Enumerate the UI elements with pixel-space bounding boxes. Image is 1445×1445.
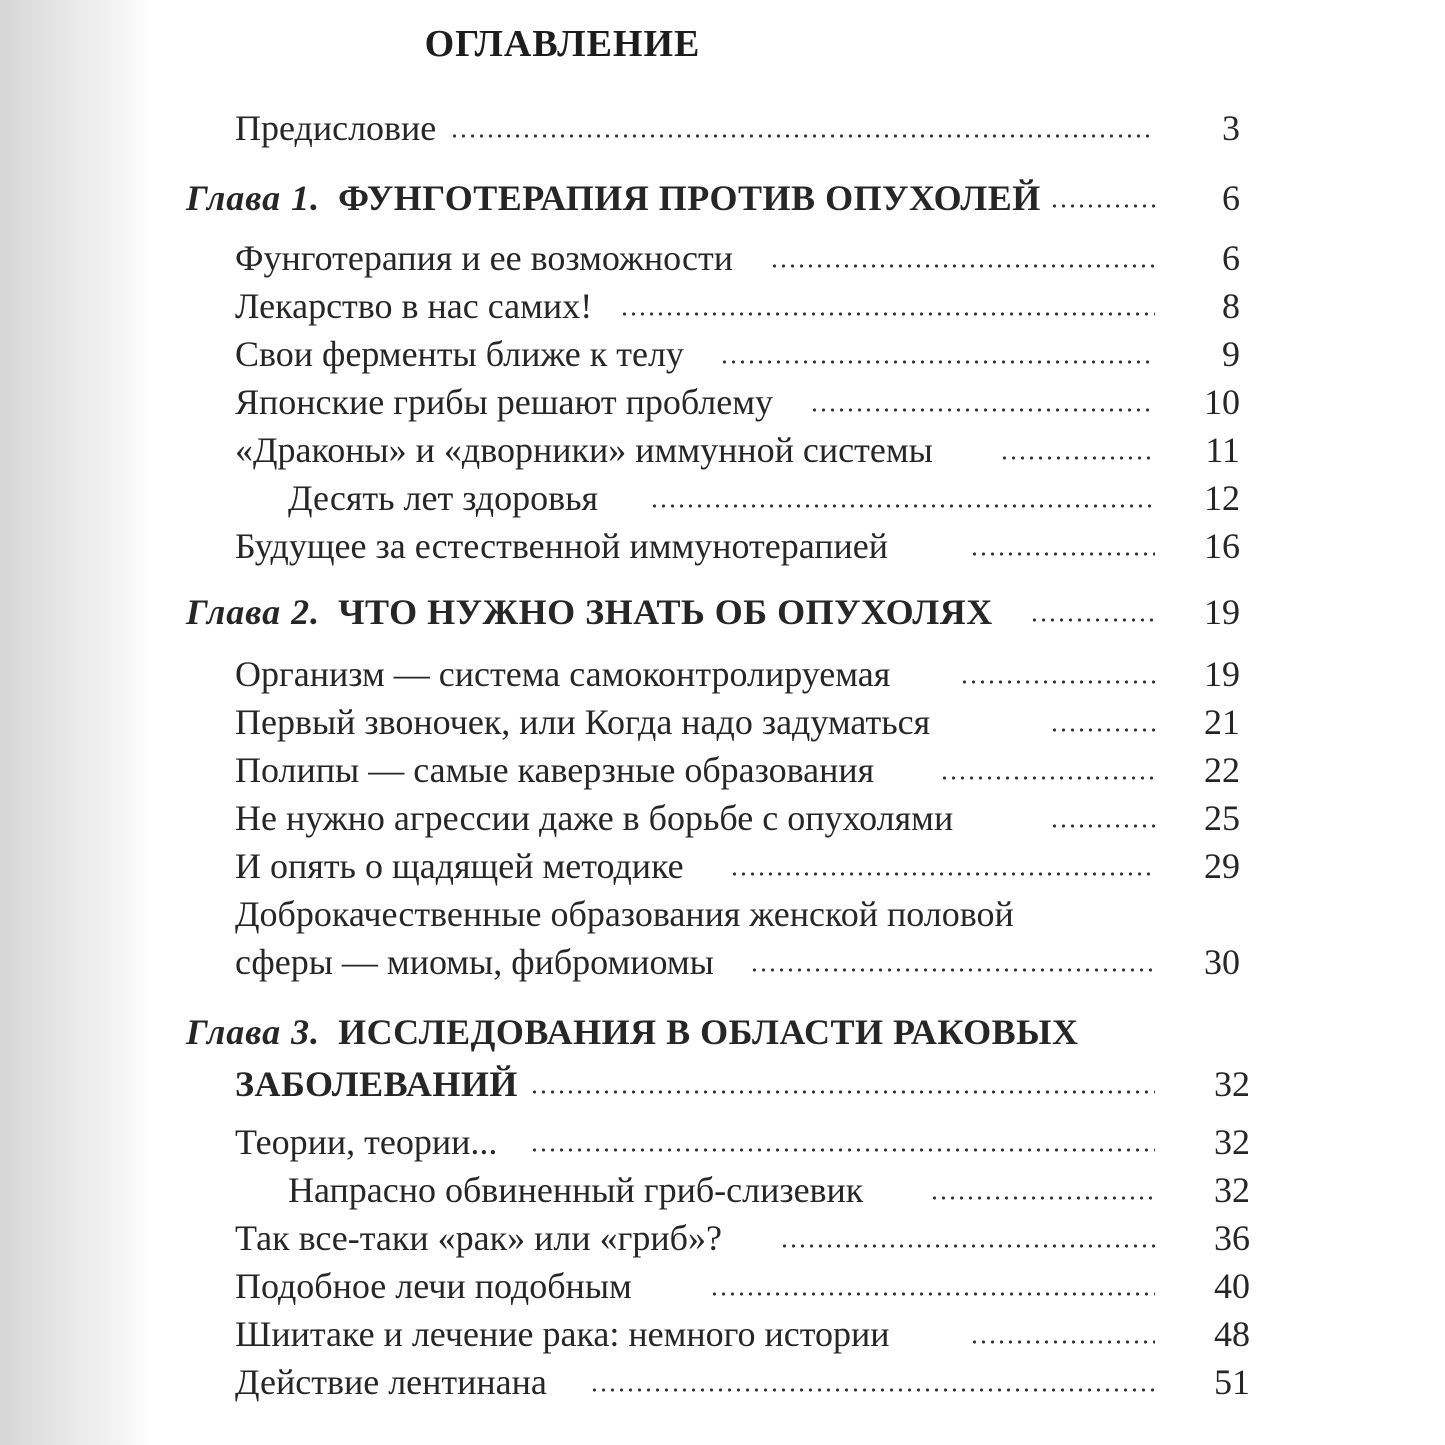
toc-entry-title: Десять лет здоровья xyxy=(288,474,606,522)
chapter-heading xyxy=(186,174,1049,222)
toc-entry-title: Будущее за естественной иммунотерапией xyxy=(235,522,896,570)
toc-entry-title: Действие лентинана xyxy=(235,1358,555,1406)
dot-leader xyxy=(450,134,1155,138)
toc-entry-title: Шиитаке и лечение рака: немного истории xyxy=(235,1310,898,1358)
dot-leader xyxy=(620,312,1155,316)
toc-section[interactable] xyxy=(150,330,1300,378)
page-number: 48 xyxy=(1214,1314,1250,1354)
toc-section[interactable] xyxy=(150,1310,1300,1358)
chapter-heading xyxy=(186,588,1001,636)
toc-section[interactable] xyxy=(150,746,1300,794)
toc-entry-title: Подобное лечи подобным xyxy=(235,1262,640,1310)
toc-entry-title: Не нужно агрессии даже в борьбе с опухолями xyxy=(235,794,961,842)
toc-section[interactable] xyxy=(150,1118,1300,1166)
dot-leader xyxy=(530,1148,1155,1152)
page-number: 3 xyxy=(1222,108,1240,148)
chapter-label: Глава 3. xyxy=(186,1012,321,1052)
dot-leader xyxy=(970,552,1155,556)
toc-section[interactable] xyxy=(150,842,1300,890)
dot-leader xyxy=(590,1388,1155,1392)
toc-entry-title: Так все-таки «рак» или «гриб»? xyxy=(235,1214,730,1262)
toc-chapter-2[interactable] xyxy=(150,588,1300,636)
dot-leader xyxy=(1050,824,1155,828)
dot-leader xyxy=(940,776,1155,780)
dot-leader xyxy=(1050,728,1155,732)
dot-leader xyxy=(810,408,1155,412)
book-gutter-shadow xyxy=(0,0,150,1445)
toc-entry-title: Полипы — самые каверзные образования xyxy=(235,746,882,794)
toc-entry-title-line-2: сферы — миомы, фибромиомы xyxy=(235,938,722,986)
page-number: 10 xyxy=(1204,382,1240,422)
dot-leader xyxy=(1050,204,1155,208)
page-number: 32 xyxy=(1214,1122,1250,1162)
toc-section[interactable] xyxy=(150,698,1300,746)
page-number: 25 xyxy=(1204,798,1240,838)
page-number: 29 xyxy=(1204,846,1240,886)
toc-entry-title: Организм — система самоконтролируемая xyxy=(235,650,898,698)
toc-section[interactable] xyxy=(150,378,1300,426)
page-number: 22 xyxy=(1204,750,1240,790)
toc-entry-preface[interactable] xyxy=(150,104,1300,152)
page-number: 51 xyxy=(1214,1362,1250,1402)
toc-subsection[interactable] xyxy=(150,1166,1300,1214)
toc-section[interactable] xyxy=(150,1262,1300,1310)
toc-entry-title: Предисловие xyxy=(235,104,444,152)
toc-entry-title-line-1: Доброкачественные образования женской половой xyxy=(235,894,1014,934)
toc-subsection[interactable] xyxy=(150,474,1300,522)
dot-leader xyxy=(930,1196,1155,1200)
dot-leader xyxy=(770,264,1155,268)
toc-entry-title: И опять о щадящей методике xyxy=(235,842,692,890)
chapter-heading xyxy=(186,1008,1079,1056)
dot-leader xyxy=(730,872,1155,876)
dot-leader xyxy=(710,1292,1155,1296)
toc-section[interactable] xyxy=(150,426,1300,474)
page-number: 8 xyxy=(1222,286,1240,326)
dot-leader xyxy=(960,680,1155,684)
toc-section[interactable] xyxy=(150,234,1300,282)
dot-leader xyxy=(650,504,1155,508)
toc-page xyxy=(150,0,1300,1445)
toc-chapter-1[interactable] xyxy=(150,174,1300,222)
toc-chapter-3[interactable] xyxy=(150,1008,1300,1104)
page-number: 40 xyxy=(1214,1266,1250,1306)
toc-entry-title: Фунготерапия и ее возможности xyxy=(235,234,741,282)
dot-leader xyxy=(720,360,1155,364)
dot-leader xyxy=(970,1340,1155,1344)
chapter-label: Глава 1. xyxy=(186,178,321,218)
page-number: 36 xyxy=(1214,1218,1250,1258)
dot-leader xyxy=(1030,618,1155,622)
dot-leader xyxy=(530,1090,1155,1094)
dot-leader xyxy=(780,1244,1155,1248)
page-number: 11 xyxy=(1205,430,1240,470)
toc-entry-title: Напрасно обвиненный гриб-слизевик xyxy=(288,1166,871,1214)
toc-section[interactable] xyxy=(150,282,1300,330)
page-number: 19 xyxy=(1204,592,1240,632)
page-number: 21 xyxy=(1204,702,1240,742)
page-number: 9 xyxy=(1222,334,1240,374)
toc-entry-title: Свои ферменты ближе к телу xyxy=(235,330,692,378)
dot-leader xyxy=(1000,456,1155,460)
page-number: 32 xyxy=(1214,1170,1250,1210)
dot-leader xyxy=(750,968,1155,972)
page-number: 6 xyxy=(1222,238,1240,278)
toc-section[interactable] xyxy=(150,1214,1300,1262)
toc-entry-title: Японские грибы решают проблему xyxy=(235,378,781,426)
page-title: ОГЛАВЛЕНИЕ xyxy=(424,23,701,65)
chapter-label: Глава 2. xyxy=(186,592,321,632)
chapter-title: ЧТО НУЖНО ЗНАТЬ ОБ ОПУХОЛЯХ xyxy=(338,592,993,632)
page-number: 16 xyxy=(1204,526,1240,566)
toc-section[interactable] xyxy=(150,1358,1300,1406)
page-number: 32 xyxy=(1214,1064,1250,1104)
chapter-title: ФУНГОТЕРАПИЯ ПРОТИВ ОПУХОЛЕЙ xyxy=(338,178,1041,218)
toc-section[interactable] xyxy=(150,522,1300,570)
toc-entry-title: Первый звоночек, или Когда надо задуматься xyxy=(235,698,938,746)
toc-section[interactable] xyxy=(150,890,1300,986)
chapter-title-line-1: ИССЛЕДОВАНИЯ В ОБЛАСТИ РАКОВЫХ xyxy=(338,1012,1079,1052)
toc-entry-title: «Драконы» и «дворники» иммунной системы xyxy=(235,426,941,474)
toc-section[interactable] xyxy=(150,650,1300,698)
page-number: 19 xyxy=(1204,654,1240,694)
chapter-title-line-2: ЗАБОЛЕВАНИЙ xyxy=(235,1060,526,1108)
page-number: 30 xyxy=(1204,942,1240,982)
page-number: 12 xyxy=(1204,478,1240,518)
toc-entry-title: Лекарство в нас самих! xyxy=(235,282,600,330)
toc-entry-title: Теории, теории... xyxy=(235,1118,505,1166)
page-number: 6 xyxy=(1222,178,1240,218)
toc-section[interactable] xyxy=(150,794,1300,842)
